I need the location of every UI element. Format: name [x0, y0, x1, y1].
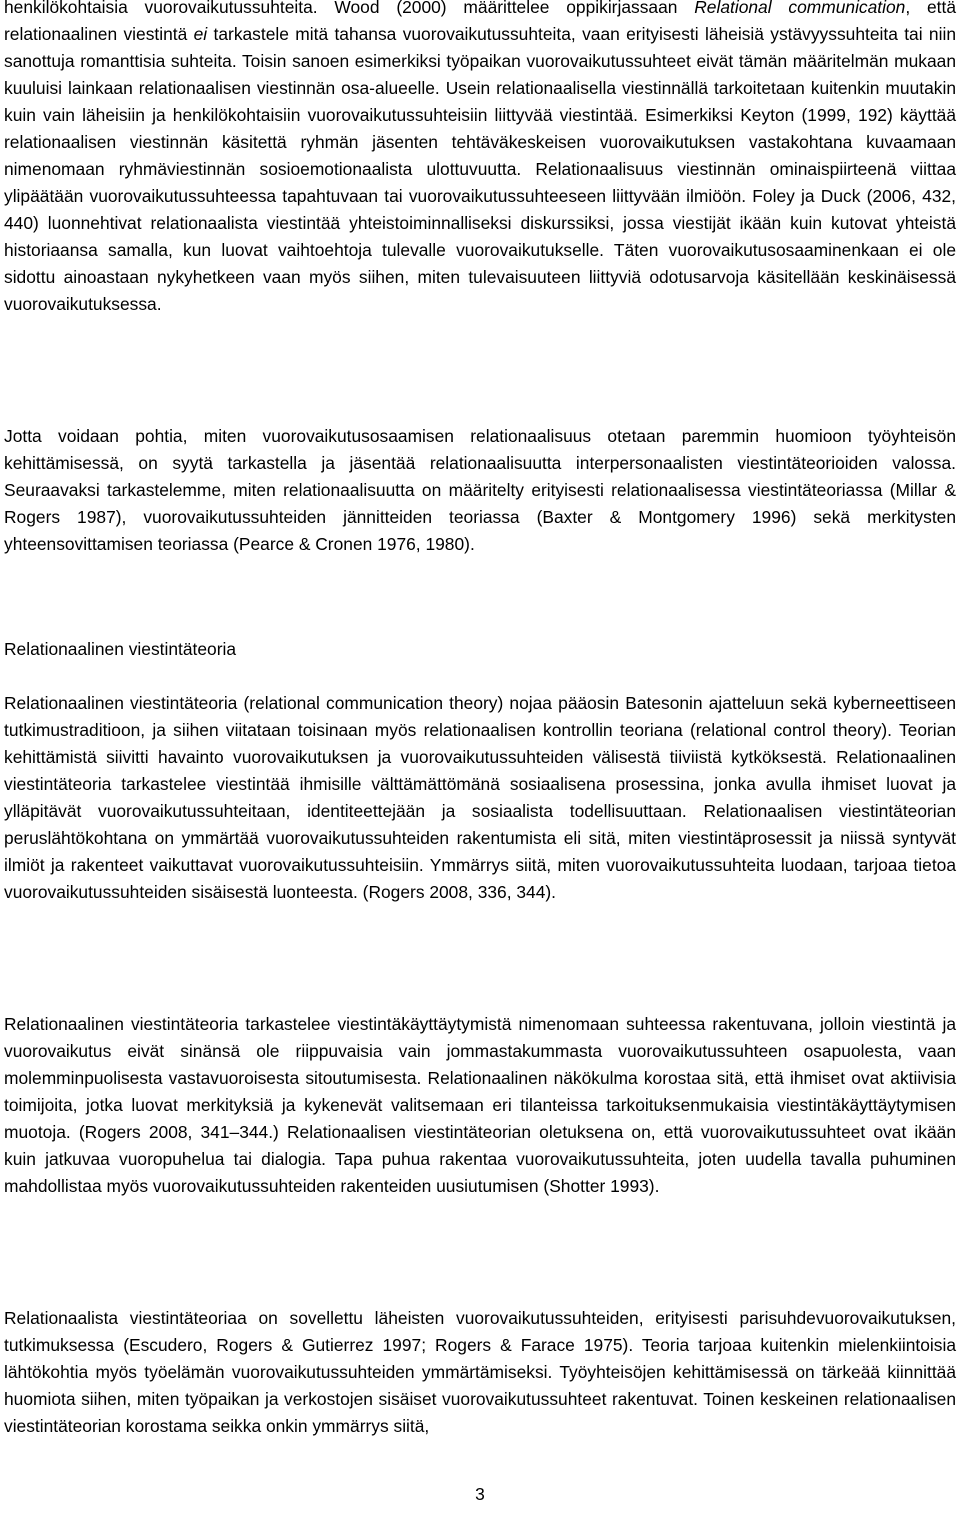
- paragraph-theory-behaviour: Relationaalinen viestintäteoria tarkastelee viestintäkäyttäytymistä nimenomaan suhteessa rakentuvana, jolloin viestintä ja vuorovaikutus eivät sinänsä ole riippuvaisia vain jommastakummasta vuorovaikutussuhteen osapuolesta, vaan molemminpuolisesta vastavuoroisesta sitoutumisesta. Relationaalinen näkökulma korostaa sitä, että ihmiset ovat aktiivisia toimijoita, jotka luovat merkityksiä ja kykenevät valitsemaan eri tilanteissa tarkoituksenmukaisia viestintäkäyttäytymisen muotoja. (Rogers 2008, 341–344.) Relationaalisen viestintäteorian oletuksena on, että vuorovaikutussuhteet ovat ikään kuin jatkuvaa vuoropuhelua tai dialogia. Tapa puhua rakentaa vuorovaikutussuhteita, joten uudella tavalla puhuminen mahdollistaa myös vuorovaikutussuhteiden rakenteiden uusiutumisen (Shotter 1993).: [4, 1014, 956, 1196]
- paragraph-theory-overview: Jotta voidaan pohtia, miten vuorovaikutusosaamisen relationaalisuus otetaan paremmin huomioon työyhteisön kehittämisessä, on syytä tarkastella ja jäsentää relationaalisuutta interpersonaalisten viestintäteorioiden valossa. Seuraavaksi tarkastelemme, miten relationaalisuutta on määritelty erityisesti relationaalisessa viestintäteoriassa (Millar & Rogers 1987), vuorovaikutussuhteiden jännitteiden teoriassa (Baxter & Montgomery 1996) sekä merkitysten yhteensovittamisen teoriassa (Pearce & Cronen 1976, 1980).: [4, 426, 956, 554]
- text-run: henkilökohtaisia vuorovaikutussuhteita. Wood (2000) määrittelee oppikirjassaan: [4, 0, 695, 17]
- emphasis: ei: [193, 24, 208, 44]
- book-title: Relational communication: [694, 0, 906, 17]
- paragraph-relational-communication-definition: [4, 0, 956, 318]
- page-number: 3: [475, 1484, 485, 1504]
- section-heading: Relationaalinen viestintäteoria: [4, 639, 237, 659]
- paragraph-theory-applications: Relationaalista viestintäteoriaa on sovellettu läheisten vuorovaikutussuhteiden, erityisesti parisuhdevuorovaikutuksen, tutkimuksessa (Escudero, Rogers & Gutierrez 1997; Rogers & Farace 1975). Teoria tarjoaa kuitenkin mielenkiintoisia lähtökohtia myös työelämän vuorovaikutussuhteiden ymmärtämiseksi. Työyhteisöjen kehittämisessä on tärkeää kiinnittää huomiota siihen, miten työpaikan ja verkostojen sisäiset vuorovaikutussuhteet rakentuvat. Toinen keskeinen relationaalisen viestintäteorian korostama seikka onkin ymmärrys siitä,: [4, 1308, 956, 1436]
- text-run: , että relationaalinen viestintä: [4, 0, 956, 44]
- paragraph-theory-background: Relationaalinen viestintäteoria (relational communication theory) nojaa pääosin Batesonin ajatteluun sekä kyberneettiseen tutkimustraditioon, ja siihen viitataan toisinaan myös relationaalisen kontrollin teoriana (relational control theory). Teorian kehittämistä siivitti havainto vuorovaikutuksen ja vuorovaikutussuhteiden välisestä tiiviistä kytköksestä. Relationaalinen viestintäteoria tarkastelee viestintää ihmisille välttämättömänä sosiaalisena prosessina, jonka avulla ihmiset luovat ja ylläpitävät vuorovaikutussuhteitaan, identiteettejään ja sosiaalista todellisuuttaan. Relationaalisen viestintäteorian peruslähtökohtana on ymmärtää vuorovaikutussuhteiden rakentumista eli sitä, miten viestintäprosessit ja niissä syntyvät ilmiöt ja rakenteet vaikuttavat vuorovaikutussuhteisiin. Ymmärrys siitä, miten vuorovaikutussuhteita luodaan, tarjoaa tietoa vuorovaikutussuhteiden sisäisestä luonteesta. (Rogers 2008, 336, 344).: [4, 693, 956, 902]
- text-run: tarkastele mitä tahansa vuorovaikutussuhteita, vaan erityisesti läheisiä ystävyyssuhteita tai niin sanottuja romanttisia suhteita. Toisin sanoen esimerkiksi työpaikan vuorovaikutussuhteet eivät tämän määritelmän mukaan kuuluisi lainkaan relationaalisen viestinnän osa-alueelle. Usein relationaalisella viestinnällä tarkoitetaan kuitenkin muutakin kuin vain läheisiin ja henkilökohtaisiin vuorovaikutussuhteisiin liittyvää viestintää. Esimerkiksi Keyton (1999, 192) käyttää relationaalisen viestinnän käsitettä ryhmän jäsenten tehtäväkeskeisen vuorovaikutuksen vastakohtana kuvaamaan nimenomaan ryhmäviestinnän sosioemotionaalista ulottuvuutta. Relationaalisuus viestinnän ominaispiirteenä viittaa ylipäätään vuorovaikutussuhteessa tapahtuvaan tai vuorovaikutussuhteeseen liittyvään ilmiöön. Foley ja Duck (2006, 432, 440) luonnehtivat relationaalista viestintää yhteistoiminnalliseksi diskurssiksi, jossa viestijät ikään kuin kutovat yhteistä historiaansa samalla, kun luovat vaihtoehtoja tulevalle vuorovaikutukselle. Täten vuorovaikutusosaaminenkaan ei ole sidottu ainoastaan nykyhetkeen vaan myös siihen, miten tulevaisuuteen liittyviä odotusarvoja käsitellään keskinäisessä vuorovaikutuksessa.: [4, 24, 956, 314]
